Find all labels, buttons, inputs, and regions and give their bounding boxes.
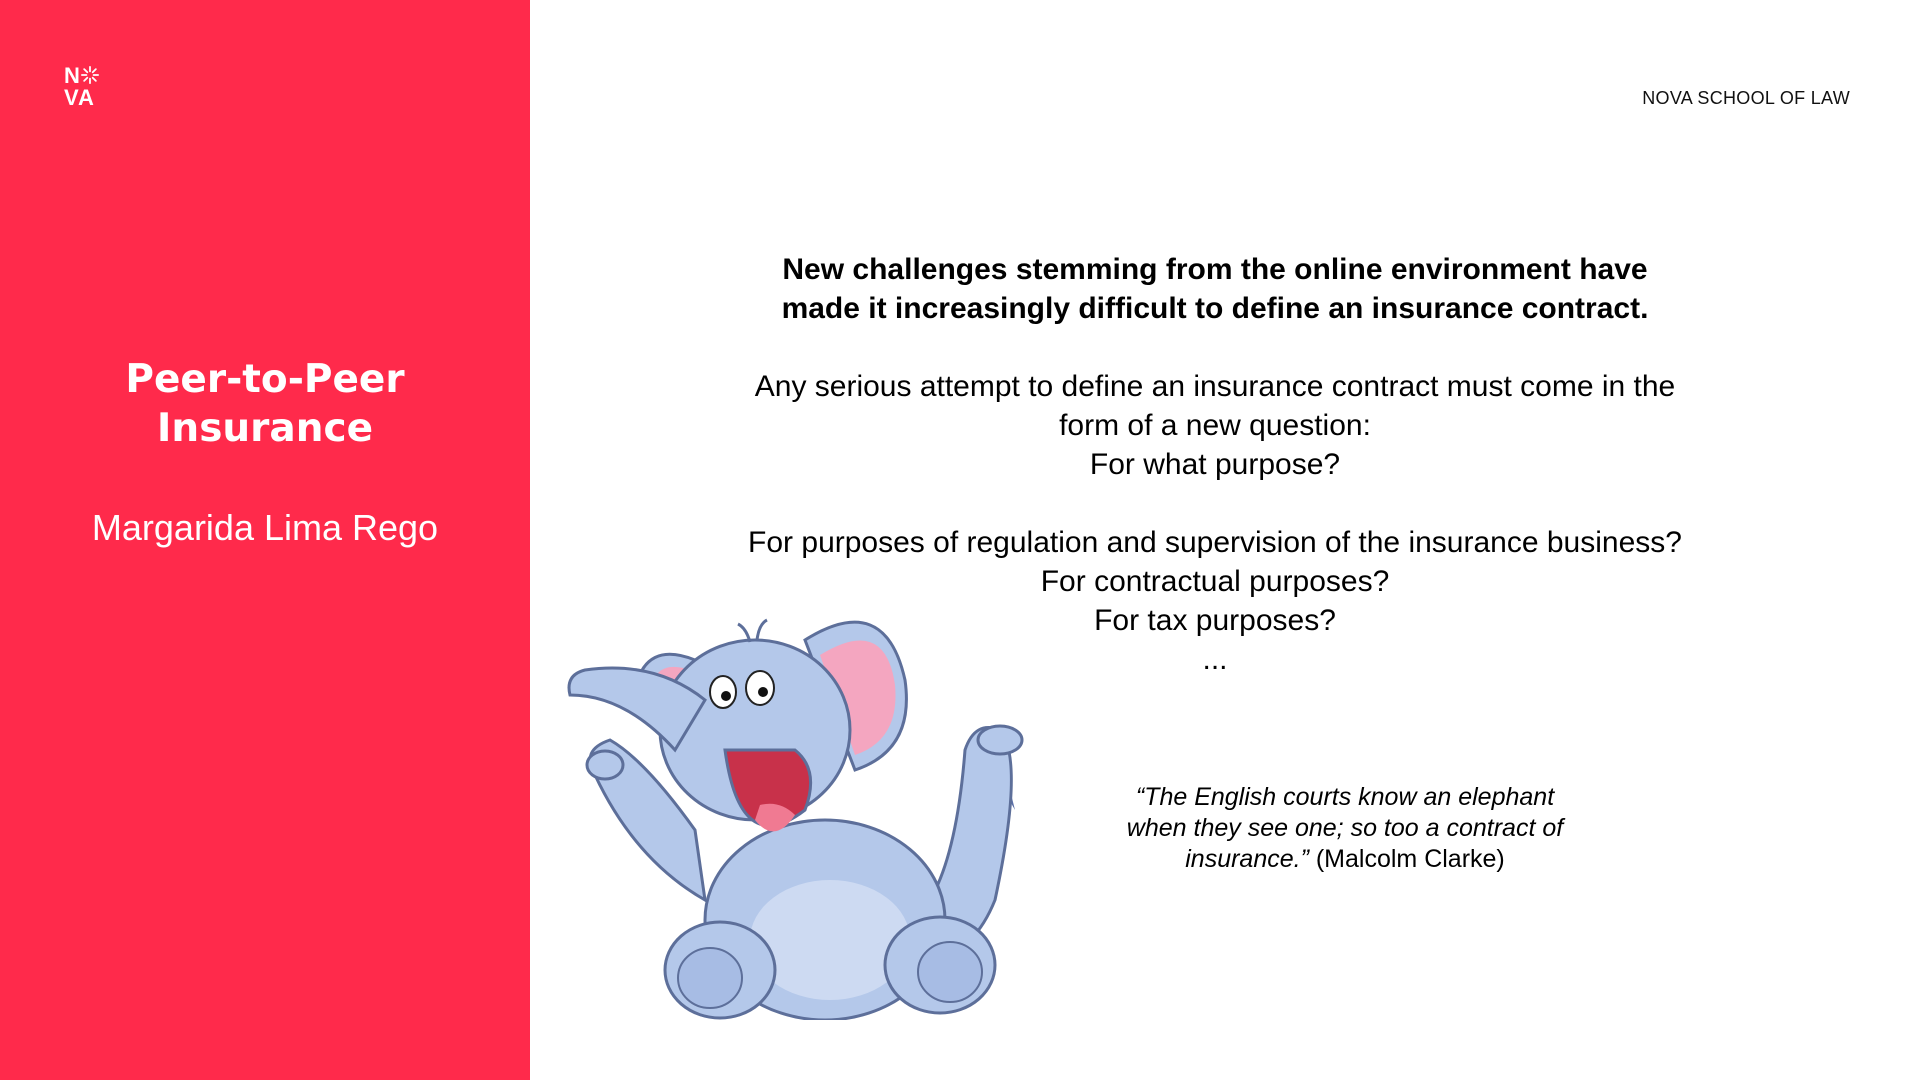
brand-label: NOVA SCHOOL OF LAW <box>1642 88 1850 108</box>
question-1: For purposes of regulation and supervision of the insurance business? <box>748 526 1682 559</box>
title-line-2: Insurance <box>156 406 374 451</box>
elephant-icon <box>555 600 1035 1020</box>
para1-line-3: For what purpose? <box>1089 448 1341 481</box>
quote-attribution: (Malcolm Clarke) <box>1308 845 1505 873</box>
para1-line-1: Any serious attempt to define an insurance contract must come in the <box>754 370 1676 403</box>
question-3: For tax purposes? <box>1094 604 1336 637</box>
lead-line-1: New challenges stemming from the online environment have <box>782 253 1648 286</box>
quotation <box>1105 782 1585 875</box>
author-name: Margarida Lima Rego <box>91 507 439 548</box>
sidebar-panel <box>0 0 530 1080</box>
ellipsis: ... <box>1202 643 1228 676</box>
nova-logo <box>64 63 108 110</box>
title-line-1: Peer-to-Peer <box>125 357 405 402</box>
question-2: For contractual purposes? <box>1040 565 1390 598</box>
para1-line-2: form of a new question: <box>1059 409 1371 442</box>
logo-letters-top: N <box>64 63 81 88</box>
sunburst-icon <box>81 66 99 84</box>
presentation-title <box>0 355 530 453</box>
lead-line-2: made it increasingly difficult to define an insurance contract. <box>781 292 1649 325</box>
quote-line-2: when they see one; so too a contract of <box>1126 814 1564 842</box>
logo-letters-bottom: VA <box>64 85 95 110</box>
quote-line-3: insurance.” <box>1185 845 1309 873</box>
quote-line-1: “The English courts know an elephant <box>1135 783 1555 811</box>
